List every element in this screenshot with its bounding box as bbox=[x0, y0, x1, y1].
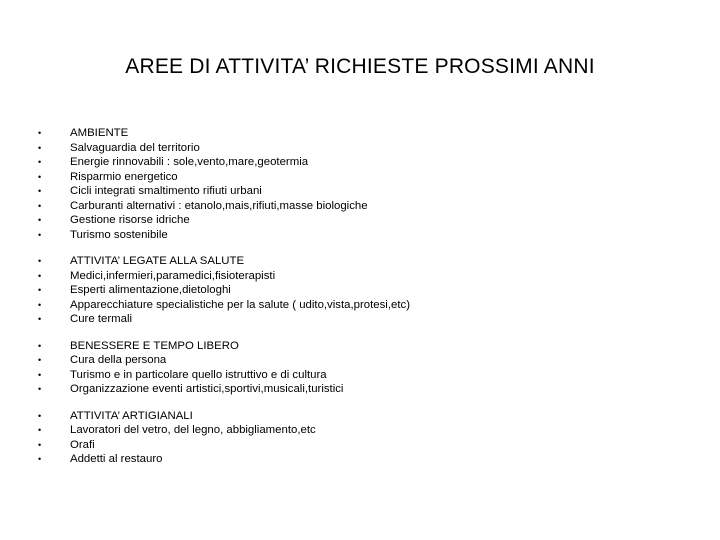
list-item-text: AMBIENTE bbox=[70, 127, 129, 139]
list-item-text: Organizzazione eventi artistici,sportivi,musicali,turistici bbox=[70, 383, 344, 395]
list-item bbox=[38, 141, 698, 156]
bullet-group bbox=[38, 254, 698, 327]
bullet-icon: • bbox=[38, 200, 42, 211]
list-item bbox=[38, 382, 698, 397]
list-item bbox=[38, 213, 698, 228]
list-item-text: Lavoratori del vetro, del legno, abbigliamento,etc bbox=[70, 424, 316, 436]
bullet-icon: • bbox=[38, 229, 42, 240]
list-item bbox=[38, 312, 698, 327]
bullet-icon: • bbox=[38, 256, 42, 266]
bullet-icon: • bbox=[38, 142, 42, 153]
list-item-text: Orafi bbox=[70, 438, 95, 451]
bullet-group bbox=[38, 126, 698, 242]
bullet-icon: • bbox=[38, 157, 42, 167]
list-item bbox=[38, 155, 698, 170]
bullet-icon: • bbox=[38, 186, 42, 196]
list-item bbox=[38, 339, 698, 354]
list-item bbox=[38, 228, 698, 243]
list-item-text: BENESSERE E TEMPO LIBERO bbox=[70, 339, 239, 352]
bullet-icon: • bbox=[38, 270, 42, 281]
bullet-icon: • bbox=[38, 355, 42, 365]
list-item bbox=[38, 170, 698, 185]
list-item-text: Turismo e in particolare quello istruttivo e di cultura bbox=[70, 368, 327, 381]
list-item bbox=[38, 283, 698, 298]
bullet-icon: • bbox=[38, 215, 42, 225]
bullet-icon: • bbox=[38, 369, 42, 380]
list-item-text: Risparmio energetico bbox=[70, 170, 178, 183]
bullet-icon: • bbox=[38, 285, 42, 295]
bullet-icon: • bbox=[38, 340, 42, 351]
list-item-text: Carburanti alternativi : etanolo,mais,rifiuti,masse biologiche bbox=[70, 199, 368, 212]
list-item-text: Cure termali bbox=[70, 313, 133, 325]
list-item bbox=[38, 254, 698, 269]
bullet-icon: • bbox=[38, 410, 42, 421]
list-item bbox=[38, 423, 698, 438]
bullet-group bbox=[38, 339, 698, 397]
list-item-text: Turismo sostenibile bbox=[70, 228, 168, 241]
list-item bbox=[38, 452, 698, 467]
list-item bbox=[38, 298, 698, 313]
list-item-text: Energie rinnovabili : sole,vento,mare,geotermia bbox=[70, 156, 309, 168]
page-title: AREE DI ATTIVITA’ RICHIESTE PROSSIMI ANNI bbox=[125, 55, 595, 78]
list-item bbox=[38, 438, 698, 453]
list-item-text: Salvaguardia del territorio bbox=[70, 141, 200, 154]
bullet-icon: • bbox=[38, 439, 42, 450]
list-item-text: Addetti al restauro bbox=[70, 453, 163, 465]
bullet-icon: • bbox=[38, 384, 42, 394]
list-item bbox=[38, 126, 698, 141]
list-item-text: ATTIVITA’ ARTIGIANALI bbox=[70, 409, 193, 422]
list-item-text: Cura della persona bbox=[70, 354, 167, 366]
bullet-icon: • bbox=[38, 425, 42, 435]
list-item-text: Apparecchiature specialistiche per la salute ( udito,vista,protesi,etc) bbox=[70, 298, 410, 311]
bullet-icon: • bbox=[38, 171, 42, 182]
bullet-icon: • bbox=[38, 314, 42, 324]
list-item bbox=[38, 353, 698, 368]
bullet-group bbox=[38, 409, 698, 467]
bullet-list-content bbox=[38, 126, 698, 479]
list-item-text: ATTIVITA’ LEGATE ALLA SALUTE bbox=[70, 255, 245, 267]
bullet-icon: • bbox=[38, 128, 42, 138]
list-item-text: Cicli integrati smaltimento rifiuti urbani bbox=[70, 185, 262, 197]
list-item-text: Gestione risorse idriche bbox=[70, 214, 190, 226]
list-item bbox=[38, 199, 698, 214]
list-item bbox=[38, 269, 698, 284]
list-item-text: Esperti alimentazione,dietologhi bbox=[70, 284, 231, 296]
bullet-icon: • bbox=[38, 299, 42, 310]
list-item bbox=[38, 409, 698, 424]
list-item-text: Medici,infermieri,paramedici,fisioterapisti bbox=[70, 269, 276, 282]
bullet-icon: • bbox=[38, 454, 42, 464]
list-item bbox=[38, 184, 698, 199]
list-item bbox=[38, 368, 698, 383]
